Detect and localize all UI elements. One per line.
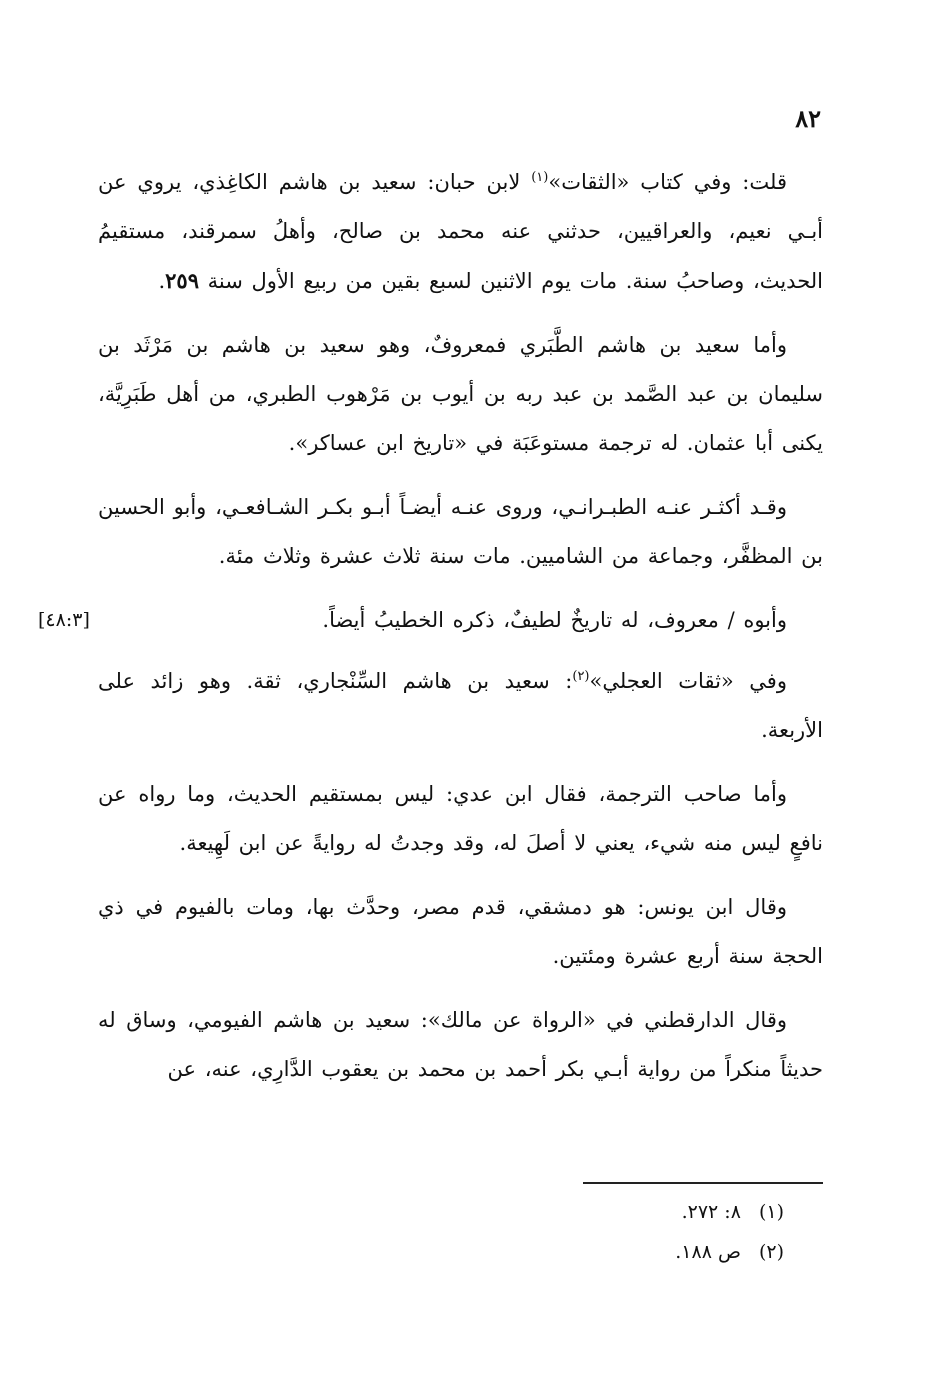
footnotes (384, 1192, 784, 1272)
paragraph-5-body: : سعيد بن هاشم السِّنْجاري، ثقة. وهو زائد على الأربعة. (98, 669, 823, 742)
paragraph-5 (98, 657, 823, 755)
paragraph-1-body: لابن حبان: سعيد بن هاشم الكاغِذي، يروي عن أبـي نعيم، والعراقيين، حدثني عنه محمد بن صالح، وأهلُ سمرقند، مستقيمُ الحديث، وصاحبُ سنة. مات يوم الاثنين لسبع بقين من ربيع الأول سنة (98, 170, 823, 293)
paragraph-1 (98, 158, 823, 306)
footnote-1-number: (١) (758, 1201, 784, 1223)
footnote-2-number: (٢) (758, 1241, 784, 1263)
footnote-ref-2[interactable]: (٢) (572, 669, 590, 684)
paragraph-6: وأما صاحب الترجمة، فقال ابن عدي: ليس بمستقيم الحديث، وما رواه عن نافعٍ ليس منه شيء، يعني لا أصلَ له، وقد وجدتُ له روايةً عن ابن لَهِيعة. (98, 782, 823, 855)
paragraph-2: وأما سعيد بن هاشم الطَّبَري فمعروفٌ، وهو سعيد بن هاشم بن مَرْثَد بن سليمان بن عبد الصَّمد بن عبد ربه بن أيوب بن مَرْهوب الطبري، من أهل طَبَرِيَّة، يكنى أبا عثمان. له ترجمة مستوعَبَة في «تاريخ ابن عساكر». (98, 333, 823, 455)
paragraph-4-row (38, 596, 823, 645)
paragraph-1-start: قلت: وفي كتاب «الثقات» (548, 170, 787, 194)
margin-reference: [٤٨:٣] (38, 609, 90, 631)
footnote-1-text: ٨: ٢٧٢. (681, 1201, 741, 1223)
main-text (38, 158, 823, 1109)
paragraph-5-start: وفي «ثقات العجلي» (589, 669, 787, 693)
paragraph-7: وقال ابن يونس: هو دمشقي، قدم مصر، وحدَّث بها، ومات بالفيوم في ذي الحجة سنة أربع عشرة ومئتين. (98, 895, 823, 968)
year-number: ٢٥٩ (165, 268, 199, 293)
paragraph-4: وأبوه / معروف، له تاريخٌ لطيفٌ، ذكره الخطيبُ أيضاً. (322, 608, 787, 632)
footnote-1 (384, 1192, 784, 1232)
footnote-ref-1[interactable]: (١) (531, 170, 549, 185)
footnote-2 (384, 1232, 784, 1272)
paragraph-1-end: . (158, 269, 166, 293)
footnote-2-text: ص ١٨٨. (675, 1241, 741, 1263)
paragraph-8: وقال الدارقطني في «الرواة عن مالك»: سعيد بن هاشم الفيومي، وساق له حديثاً منكراً من رواية أبـي بكر أحمد بن محمد بن يعقوب الدَّارِي، عنه، عن (98, 1008, 823, 1081)
page-number: ٨٢ (795, 104, 821, 133)
footnote-divider (583, 1182, 823, 1184)
paragraph-3: وقـد أكثـر عنـه الطبـرانـي، وروى عنـه أيضـاً أبـو بكـر الشـافعـي، وأبو الحسين بن المظفَّر، وجماعة من الشاميين. مات سنة ثلاث عشرة وثلاث مئة. (98, 495, 823, 568)
